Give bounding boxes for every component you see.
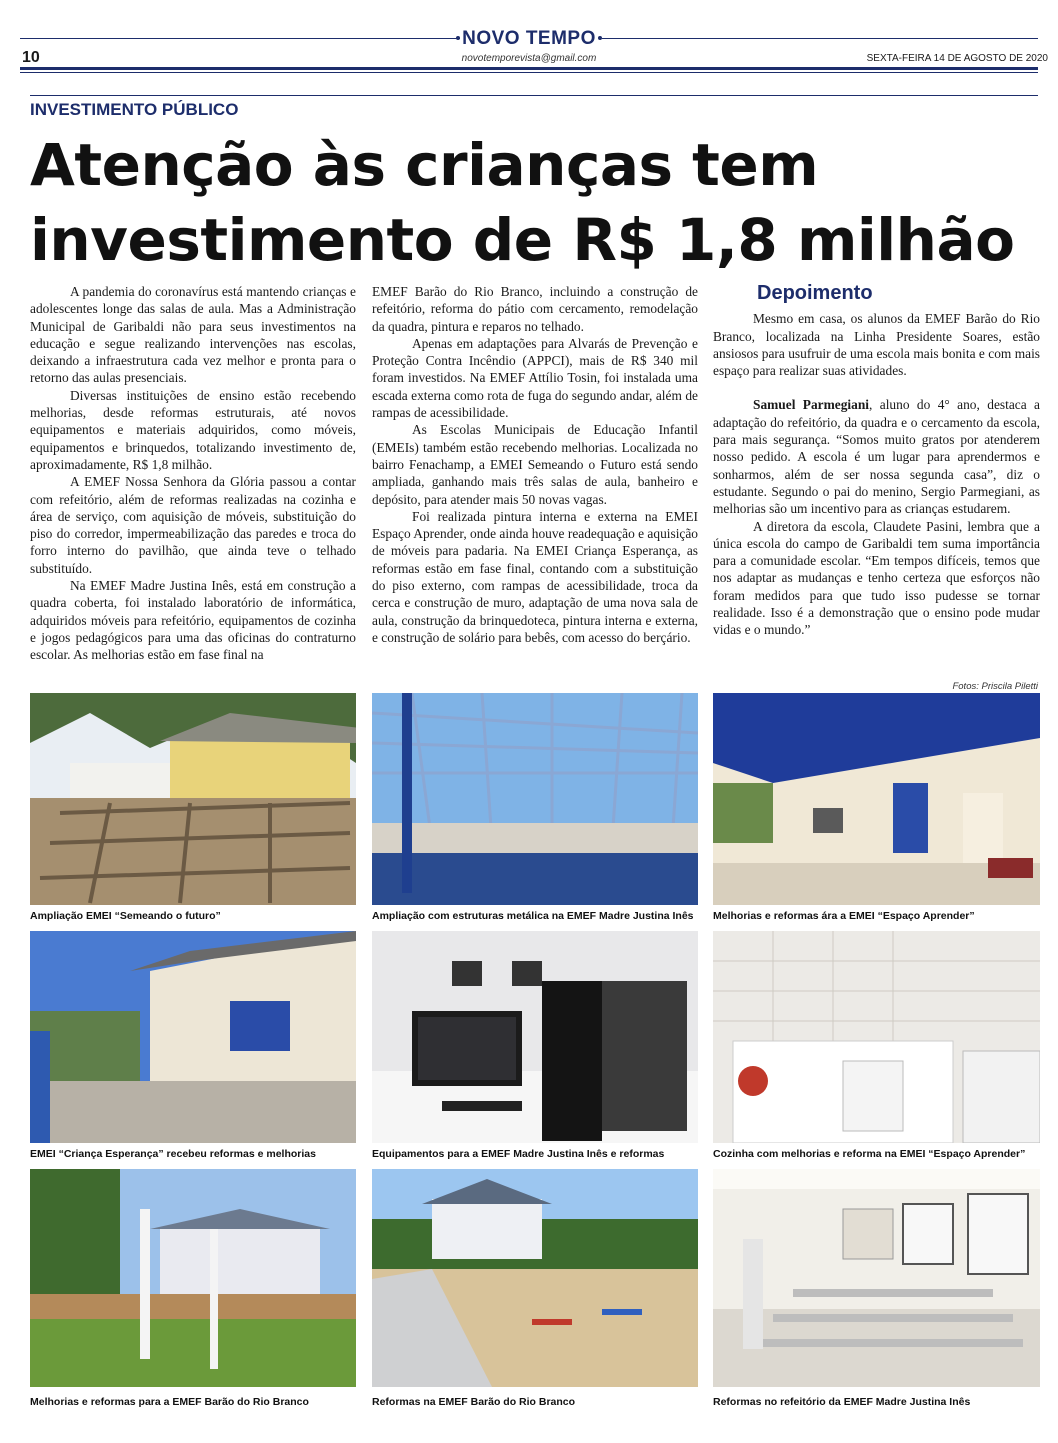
construction-site-image [30, 693, 356, 905]
photo-semeando-construction[interactable] [30, 693, 356, 905]
masthead-bottom-rule [20, 67, 1038, 70]
computers-image [372, 931, 698, 1143]
paragraph: Apenas em adaptações para Alvarás de Prevenção e Proteção Contra Incêndio (APPCI), mais de R$ 340 mil foram investidos. Na EMEF Attílio Tosin, foi instalada uma escada externa como rota de fuga do segundo andar, além de rampas de acessibilidade. [372, 335, 698, 421]
page-number: 10 [22, 49, 40, 66]
section-rule [30, 95, 1038, 96]
paragraph: EMEF Barão do Rio Branco, incluindo a construção de refeitório, reforma do pátio com cercamento, remodelação da quadra, pintura e reparos no telhado. [372, 284, 698, 334]
photo-caption: Reformas no refeitório da EMEF Madre Justina Inês [713, 1396, 971, 1408]
paragraph: As Escolas Municipais de Educação Infantil (EMEIs) também estão recebendo melhorias. Localizada no bairro Fenachamp, a EMEI Semeando o Futuro está sendo ampliada, ganhando mais três salas de aula, banheiro e depósito, para atender mais 50 novas vagas. [372, 422, 698, 507]
paragraph [713, 396, 1040, 517]
photo-kitchen[interactable] [713, 931, 1040, 1143]
masthead-email[interactable]: novotemporevista@gmail.com [461, 53, 597, 64]
refectory-image [713, 1169, 1040, 1387]
paragraph: A pandemia do coronavírus está mantendo crianças e adolescentes longe das salas de aula. Mas a Administração Municipal de Garibaldi não para seus investimentos na educação e segue realizando intervenções nas escolas, deixando a infraestrutura cada vez melhor e pronta para o retorno das aulas presenciais. [30, 284, 356, 386]
playground-image [372, 1169, 698, 1387]
school-courtyard-image [30, 931, 356, 1143]
photo-barao-exterior[interactable] [30, 1169, 356, 1387]
masthead-bottom-rule-thin [20, 72, 1038, 73]
metal-roof-image [372, 693, 698, 905]
article-column-2 [372, 283, 698, 646]
photo-caption: Reformas na EMEF Barão do Rio Branco [372, 1396, 576, 1408]
photo-caption: Melhorias e reformas para a EMEF Barão do Rio Branco [30, 1396, 309, 1408]
newspaper-brand: NOVO TEMPO [462, 28, 596, 49]
photo-caption: Ampliação com estruturas metálica na EMEF Madre Justina Inês [372, 910, 694, 922]
photo-credit: Fotos: Priscila Piletti [952, 681, 1038, 692]
paragraph: Foi realizada pintura interna e externa na EMEI Espaço Aprender, onde ainda houve readequação e aquisição de móveis para padaria. Na EMEI Criança Esperança, as reformas estão em fase final, contando com a substituição do piso externo, com rampas de acessibilidade, troca da cerca e construção de muro, adaptação de uma nova sala de aula, construção da brinquedoteca, pintura interna e externa, e construção de solário para bebês, com acesso do berçário. [372, 508, 698, 645]
student-name: Samuel Parmegiani [753, 397, 870, 413]
photo-caption: Ampliação EMEI “Semeando o futuro” [30, 910, 221, 922]
paragraph: A diretora da escola, Claudete Pasini, lembra que a única escola do campo de Garibaldi tem suma importância para a comunidade escolar. “Em tempos difíceis, temos que nos adaptar as mudanças e tenho certeza que esforços não foram medidos para que tudo isso pudesse se tornar realidade. Isso é a demonstração que o ensino pode mudar vidas e o mundo.” [713, 518, 1040, 638]
photo-espaco-aprender-exterior[interactable] [713, 693, 1040, 905]
issue-date: SEXTA-FEIRA 14 DE AGOSTO DE 2020 [866, 53, 1048, 64]
photo-computer-equipment[interactable] [372, 931, 698, 1143]
headline-line-2: investimento de R$ 1,8 milhão [30, 206, 1015, 274]
testimony-box [713, 282, 1041, 639]
testimony-title: Depoimento [757, 282, 873, 304]
section-kicker: INVESTIMENTO PÚBLICO [30, 100, 239, 119]
article-headline [30, 128, 1040, 278]
photo-metal-structure[interactable] [372, 693, 698, 905]
paragraph: Na EMEF Madre Justina Inês, está em construção a quadra coberta, foi instalado laboratório de informática, adquiridos móveis para refeitório, equipamentos de cozinha e jogos pedagógicos para uma das oficinas do contraturno escolar. As melhorias estão em fase final na [30, 578, 356, 663]
photo-crianca-esperanca[interactable] [30, 931, 356, 1143]
paragraph: Mesmo em casa, os alunos da EMEF Barão do Rio Branco, localizada na Linha Presidente Soares, estão ansiosos para usufruir de uma escola mais bonita e com mais espaço para realizar suas atividades. [713, 311, 1040, 379]
photo-barao-yard[interactable] [372, 1169, 698, 1387]
school-building-image [713, 693, 1040, 905]
paragraph: A EMEF Nossa Senhora da Glória passou a contar com refeitório, além de reformas realizadas na cozinha e área de serviço, com aquisição de móveis, substituição do piso do corredor, impermeabilização das paredes e troca do forro interno do pavilhão, que ainda teve o telhado substituído. [30, 474, 356, 576]
photo-caption: EMEI “Criança Esperança” recebeu reformas e melhorias [30, 1148, 316, 1160]
school-yard-image [30, 1169, 356, 1387]
photo-refectory[interactable] [713, 1169, 1040, 1387]
article-column-1 [30, 283, 356, 664]
photo-caption: Melhorias e reformas ára a EMEI “Espaço Aprender” [713, 910, 975, 922]
photo-caption: Equipamentos para a EMEF Madre Justina Inês e reformas [372, 1148, 665, 1160]
paragraph-rest: , aluno do 4° ano, destaca a adaptação do refeitório, da quadra e o cercamento da escola, para mais segurança. “Somos muito gratos por atenderem nosso pedido. A escola é um lugar para aprendermos e sonharmos, além de ser nossa segunda casa”, diz o estudante. Segundo o pai do menino, Sergio Parmegiani, as melhorias são um incentivo para as crianças estudarem. [713, 397, 1041, 517]
photo-caption: Cozinha com melhorias e reforma na EMEI “Espaço Aprender” [713, 1148, 1026, 1160]
headline-line-1: Atenção às crianças tem [30, 131, 819, 199]
paragraph: Diversas instituições de ensino estão recebendo melhorias, desde reformas estruturais, até novos equipamentos e materiais adquiridos, como móveis, equipamentos e brinquedos, totalizando investimento de, aproximadamente, R$ 1,8 milhão. [30, 387, 356, 472]
kitchen-image [713, 931, 1040, 1143]
